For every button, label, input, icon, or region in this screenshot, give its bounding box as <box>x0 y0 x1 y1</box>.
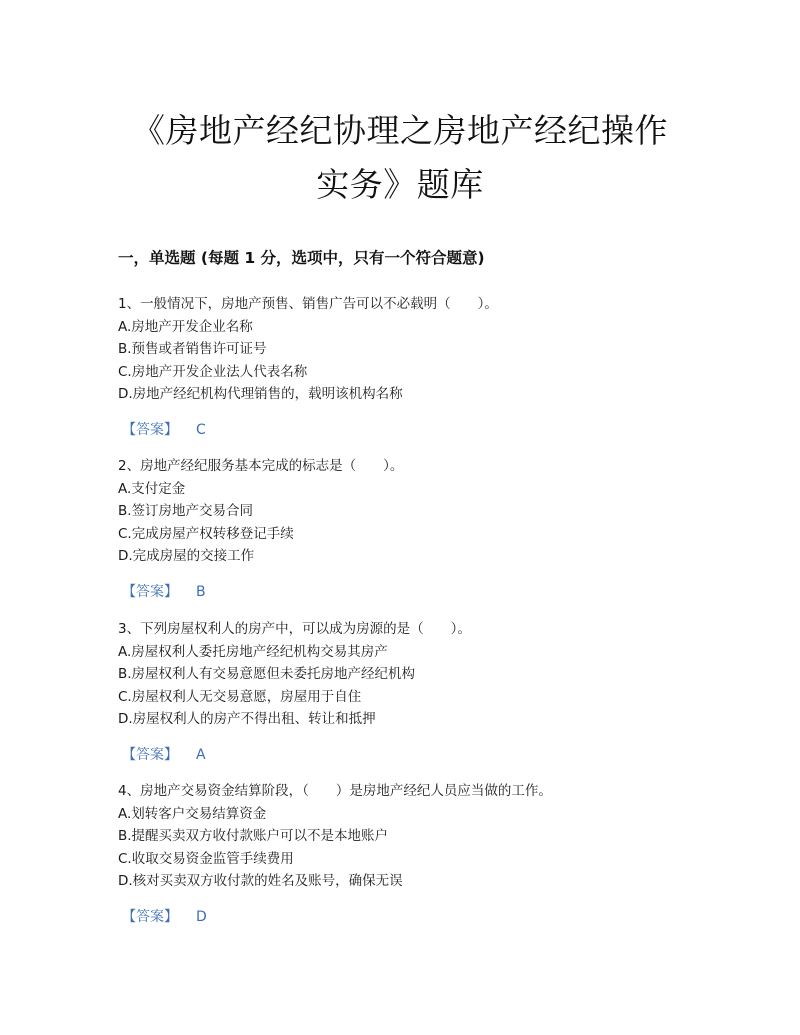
question-stem: 2、房地产经纪服务基本完成的标志是（ ）。 <box>118 458 404 474</box>
answer-label: 【答案】 <box>122 421 178 438</box>
answer-label: 【答案】 <box>122 583 178 600</box>
option-b: B.预售或者销售许可证号 <box>118 341 267 357</box>
answer-label: 【答案】 <box>122 908 178 925</box>
option-d: D.房屋权利人的房产不得出租、转让和抵押 <box>118 711 376 727</box>
answer-value: B <box>196 583 206 600</box>
document-title-line-2: 实务》题库 <box>316 165 484 204</box>
question-4 <box>118 780 698 927</box>
question-2 <box>118 455 698 602</box>
option-d: D.完成房屋的交接工作 <box>118 548 255 564</box>
question-stem: 1、一般情况下，房地产预售、销售广告可以不必载明（ ）。 <box>118 296 498 312</box>
answer <box>118 582 698 602</box>
option-c: C.收取交易资金监管手续费用 <box>118 850 294 867</box>
option-c: C.房地产开发企业法人代表名称 <box>118 363 308 380</box>
document-title <box>100 104 700 212</box>
option-d: D.房地产经纪机构代理销售的，载明该机构名称 <box>118 386 403 402</box>
answer <box>118 907 698 927</box>
question-stem: 3、下列房屋权利人的房产中，可以成为房源的是（ ）。 <box>118 621 471 637</box>
answer-value: C <box>196 421 206 438</box>
option-a: A.房屋权利人委托房地产经纪机构交易其房产 <box>118 643 388 660</box>
option-a: A.房地产开发企业名称 <box>118 318 253 335</box>
option-d: D.核对买卖双方收付款的姓名及账号，确保无误 <box>118 873 403 889</box>
document-title-line-1: 《房地产经纪协理之房地产经纪操作 <box>132 111 668 150</box>
option-a: A.划转客户交易结算资金 <box>118 805 267 822</box>
answer <box>118 420 698 440</box>
section-heading: 一，单选题 (每题 1 分，选项中，只有一个符合题意) <box>118 249 485 267</box>
answer <box>118 745 698 765</box>
option-b: B.签订房地产交易合同 <box>118 503 254 519</box>
option-b: B.房屋权利人有交易意愿但未委托房地产经纪机构 <box>118 666 416 682</box>
option-a: A.支付定金 <box>118 480 186 497</box>
question-stem: 4、房地产交易资金结算阶段，（ ）是房地产经纪人员应当做的工作。 <box>118 783 552 799</box>
question-1 <box>118 293 698 440</box>
option-c: C.完成房屋产权转移登记手续 <box>118 525 294 542</box>
option-c: C.房屋权利人无交易意愿，房屋用于自住 <box>118 688 362 705</box>
option-b: B.提醒买卖双方收付款账户可以不是本地账户 <box>118 828 389 844</box>
answer-value: A <box>196 746 206 763</box>
answer-value: D <box>196 908 207 925</box>
question-3 <box>118 618 698 765</box>
answer-label: 【答案】 <box>122 746 178 763</box>
